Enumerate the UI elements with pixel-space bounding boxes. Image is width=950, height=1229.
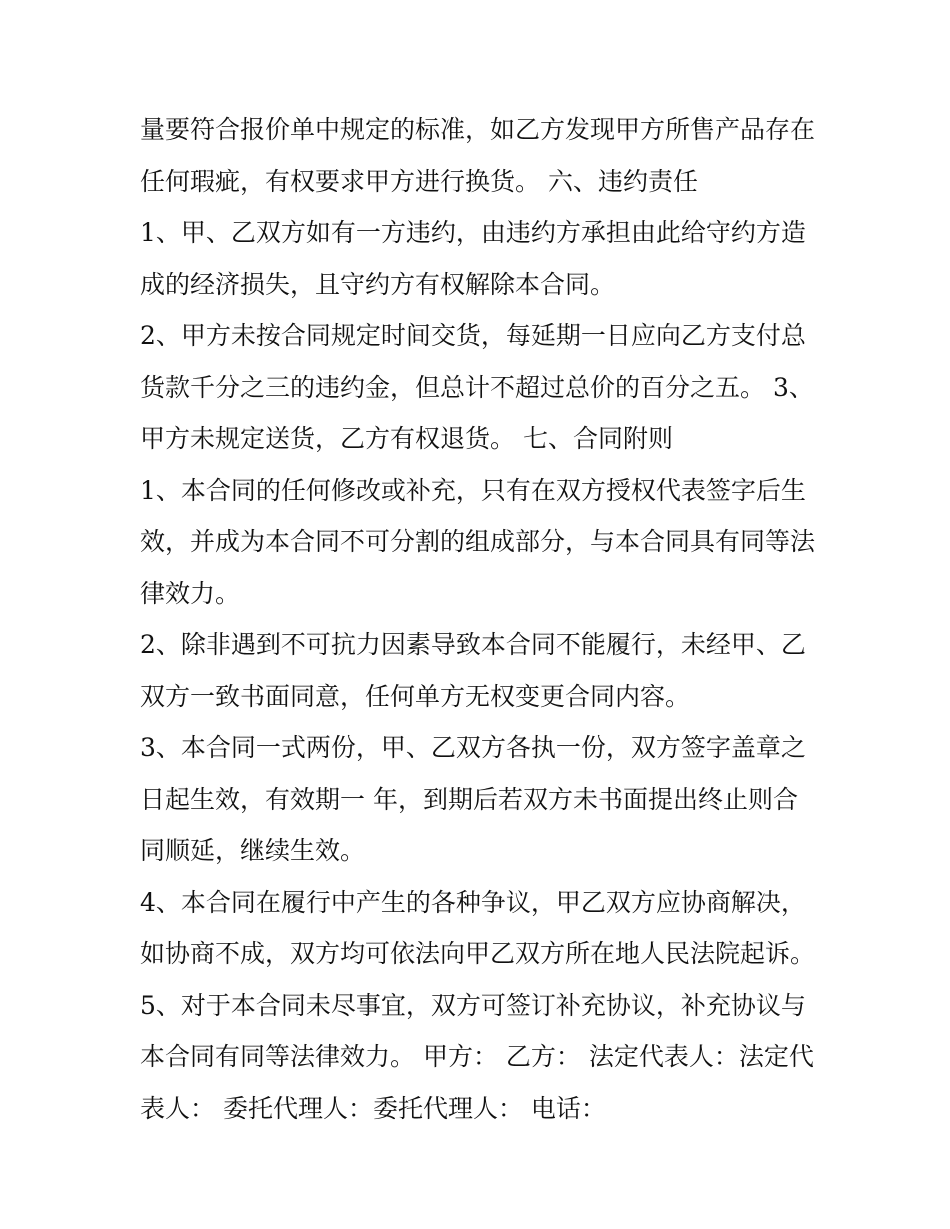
- text-line: 同顺延，继续生效。: [140, 836, 366, 865]
- text-line: 表人： 委托代理人：委托代理人： 电话：: [140, 1093, 606, 1123]
- text-line: 甲方未规定送货，乙方有权退货。 七、合同附则: [140, 424, 673, 453]
- text-line: 货款千分之三的违约金，但总计不超过总价的百分之五。 3、: [140, 372, 814, 402]
- text-line: 双方一致书面同意，任何单方无权变更合同内容。: [140, 681, 691, 711]
- text-line: 1、本合同的任何修改或补充，只有在双方授权代表签字后生: [140, 475, 806, 505]
- text-line: 任何瑕疵，有权要求甲方进行换货。 六、违约责任: [140, 166, 698, 196]
- text-line: 律效力。: [140, 578, 241, 608]
- text-line: 成的经济损失，且守约方有权解除本合同。: [140, 269, 616, 299]
- text-line: 2、甲方未按合同规定时间交货，每延期一日应向乙方支付总: [140, 321, 806, 350]
- text-line: 4、本合同在履行中产生的各种争议，甲乙双方应协商解决，: [140, 887, 806, 917]
- text-line: 2、除非遇到不可抗力因素导致本合同不能履行，未经甲、乙: [140, 630, 806, 659]
- text-line: 本合同有同等法律效力。 甲方： 乙方： 法定代表人：法定代: [140, 1042, 814, 1071]
- text-line: 效，并成为本合同不可分割的组成部分，与本合同具有同等法: [140, 527, 816, 556]
- text-line: 量要符合报价单中规定的标准，如乙方发现甲方所售产品存在: [140, 115, 816, 144]
- contract-text-body: [140, 104, 820, 1134]
- text-line: 3、本合同一式两份，甲、乙双方各执一份，双方签字盖章之: [140, 733, 806, 762]
- text-line: 5、对于本合同未尽事宜，双方可签订补充协议，补充协议与: [140, 990, 806, 1020]
- text-line: 如协商不成，双方均可依法向甲乙双方所在地人民法院起诉。: [140, 939, 816, 968]
- text-line: 日起生效，有效期一 年，到期后若双方未书面提出终止则合: [140, 784, 798, 814]
- text-line: 1、甲、乙双方如有一方违约，由违约方承担由此给守约方造: [140, 218, 806, 247]
